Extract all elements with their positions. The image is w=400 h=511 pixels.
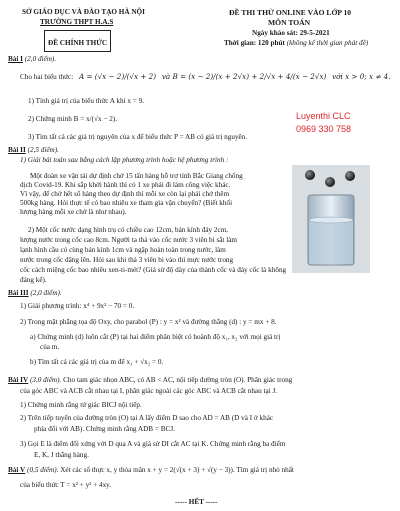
- marble-icon: [325, 177, 335, 187]
- official-label: ĐỀ CHÍNH THỨC: [48, 39, 108, 47]
- bai1-intro: Cho hai biểu thức:: [20, 73, 74, 81]
- bai2-q1-line: 500kg hàng. Hỏi thực tế có bao nhiêu xe tham gia vận chuyển? (Biết khối: [20, 199, 233, 207]
- bai3-q2: 2) Trong mặt phẳng tọa độ Oxy, cho parabol (P) : y = x² và đường thẳng (d) : y = mx + 8.: [20, 318, 277, 326]
- bai1-q3: 3) Tìm tất cả các giá trị nguyên của x để biểu thức P = AB có giá trị nguyên.: [28, 133, 248, 141]
- bai2-q1-line: dịch Covid-19. Khi sắp khởi hành thì có 1 xe phải đi làm công việc khác.: [20, 181, 231, 189]
- glass-of-water-image: [292, 165, 370, 273]
- subject-title: MÔN TOÁN: [268, 18, 311, 27]
- school-name: TRƯỜNG THPT H.A.S: [40, 18, 114, 26]
- exam-date: Ngày khảo sát: 29-5-2021: [252, 29, 330, 37]
- bai3-q2b: b) Tìm tất cả các giá trị của m để x₁ + √x₂ = 0.: [30, 358, 164, 366]
- department-name: SỞ GIÁO DỤC VÀ ĐÀO TẠO HÀ NỘI: [22, 8, 145, 16]
- bai2-q1-line: lượng hàng mỗi xe chở là như nhau).: [20, 208, 127, 216]
- bai2-q1-line: Vì vậy, để chở hết số hàng theo dự định thì mỗi xe còn lại phải chở thêm: [20, 190, 230, 198]
- bai4-q2-line: phía đối với AB). Chứng minh rằng ADB = BCJ.: [34, 425, 175, 433]
- official-stamp: [44, 30, 111, 52]
- time-label: Thời gian: 120 phút: [224, 39, 285, 47]
- bai5-line1: Xét các số thực x, y thỏa mãn x + y = 2(√(x + 3) + √(y − 3)). Tìm giá trị nhỏ nhất: [60, 466, 294, 474]
- bai5-line2: của biểu thức T = x² + y² + 4xy.: [20, 481, 112, 489]
- bai1-A-expression: A = (√x − 2)/(√x + 2): [79, 72, 157, 81]
- bai1-q1: 1) Tính giá trị của biểu thức A khi x = 9.: [28, 97, 145, 105]
- bai5-heading: [8, 466, 294, 475]
- bai2-q2-line: 2) Một cốc nước dạng hình trụ có chiều cao 12cm, bán kính đáy 2cm,: [28, 226, 229, 234]
- bai2-q2-line: lượng nước trong cốc cao 8cm. Người ta thả vào cốc nước 3 viên bi sắt làm: [20, 236, 238, 244]
- bai2-q1-title: 1) Giải bài toán sau bằng cách lập phương trình hoặc hệ phương trình :: [20, 156, 229, 164]
- bai1-score: (2,0 điểm).: [24, 55, 57, 63]
- bai4-q1: 1) Chứng minh rằng tứ giác BICJ nội tiếp.: [20, 401, 142, 409]
- bai4-score: (3,0 điểm).: [29, 376, 62, 384]
- bai4-heading: [8, 376, 292, 385]
- time-note: (không kể thời gian phát đề): [286, 39, 369, 47]
- watermark-line2: 0969 330 758: [296, 124, 352, 134]
- bai3-title: Bài III: [8, 289, 29, 297]
- bai1-B-expression: và B = (x − 2)/(x + 2√x) + 2/√x + 4/(x − 2√x): [161, 72, 327, 81]
- bai1-heading: [8, 55, 56, 64]
- bai4-q3-line: E, K, J thẳng hàng.: [34, 451, 89, 459]
- marble-icon: [305, 170, 315, 180]
- bai4-title: Bài IV: [8, 376, 29, 384]
- bai4-intro-line: Cho tam giác nhọn ABC, có AB < AC, nội tiếp đường tròn (O). Phân giác trong: [63, 376, 293, 384]
- bai2-heading: [8, 146, 59, 155]
- bai5-title: Bài V: [8, 466, 26, 474]
- bai2-q2-line: đáng kể).: [20, 276, 47, 284]
- bai3-q1: 1) Giải phương trình: x⁴ + 9x² − 70 = 0.: [20, 302, 135, 310]
- bai2-q2-line: cốc cách miệng cốc bao nhiêu xen-ti-mét? (Giả sử độ dày của thành cốc và đáy cốc là không: [20, 266, 287, 274]
- bai4-q2-line: 2) Trên tiếp tuyến của đường tròn (O) tại A lấy điểm D sao cho AD = AB (D và I ở khác: [20, 414, 274, 422]
- bai4-intro-line: của góc ABC và ACB cắt nhau tại I, phân giác ngoài các góc ABC và ACB cắt nhau tại J.: [20, 387, 278, 395]
- watermark-line1: Luyenthi CLC: [296, 111, 351, 121]
- end-marker: ----- HẾT -----: [175, 498, 218, 506]
- bai5-score: (0,5 điểm).: [27, 466, 59, 474]
- bai3-heading: [8, 289, 62, 298]
- bai3-score: (2,0 điểm).: [30, 289, 62, 297]
- bai3-q2a-cont: của m.: [40, 343, 60, 351]
- time-limit: [224, 39, 368, 48]
- marble-icon: [345, 171, 355, 181]
- bai1-q2: 2) Chứng minh B = x/(√x − 2).: [28, 115, 118, 123]
- bai1-title: Bài I: [8, 55, 23, 63]
- bai2-title: Bài II: [8, 146, 26, 154]
- bai2-q2-line: lạnh hình cầu có cùng bán kính 1cm và ngập hoàn toàn trong nước, làm: [20, 246, 226, 254]
- bai4-q3-line: 3) Gọi E là điểm đối xứng với D qua A và giả sử DI cắt AC tại K. Chứng minh rằng ba điểm: [20, 440, 286, 448]
- bai2-score: (2,5 điểm).: [27, 146, 59, 154]
- exam-title: ĐỀ THI THỬ ONLINE VÀO LỚP 10: [229, 8, 352, 17]
- bai2-q1-line: Một đoàn xe vận tải dự định chở 15 tấn hàng hỗ trợ tỉnh Bắc Giang chống: [30, 172, 243, 180]
- bai1-expressions: [20, 72, 391, 82]
- bai2-q2-line: nước trong cốc dâng lên. Hỏi sau khi thả 3 viên bi vào thì mực nước trong: [20, 256, 234, 264]
- bai1-condition: với x > 0; x ≠ 4.: [332, 72, 391, 81]
- bai3-q2a: a) Chứng minh (d) luôn cắt (P) tại hai điểm phân biệt có hoành độ x₁, x₂ với mọi giá trị: [30, 333, 281, 341]
